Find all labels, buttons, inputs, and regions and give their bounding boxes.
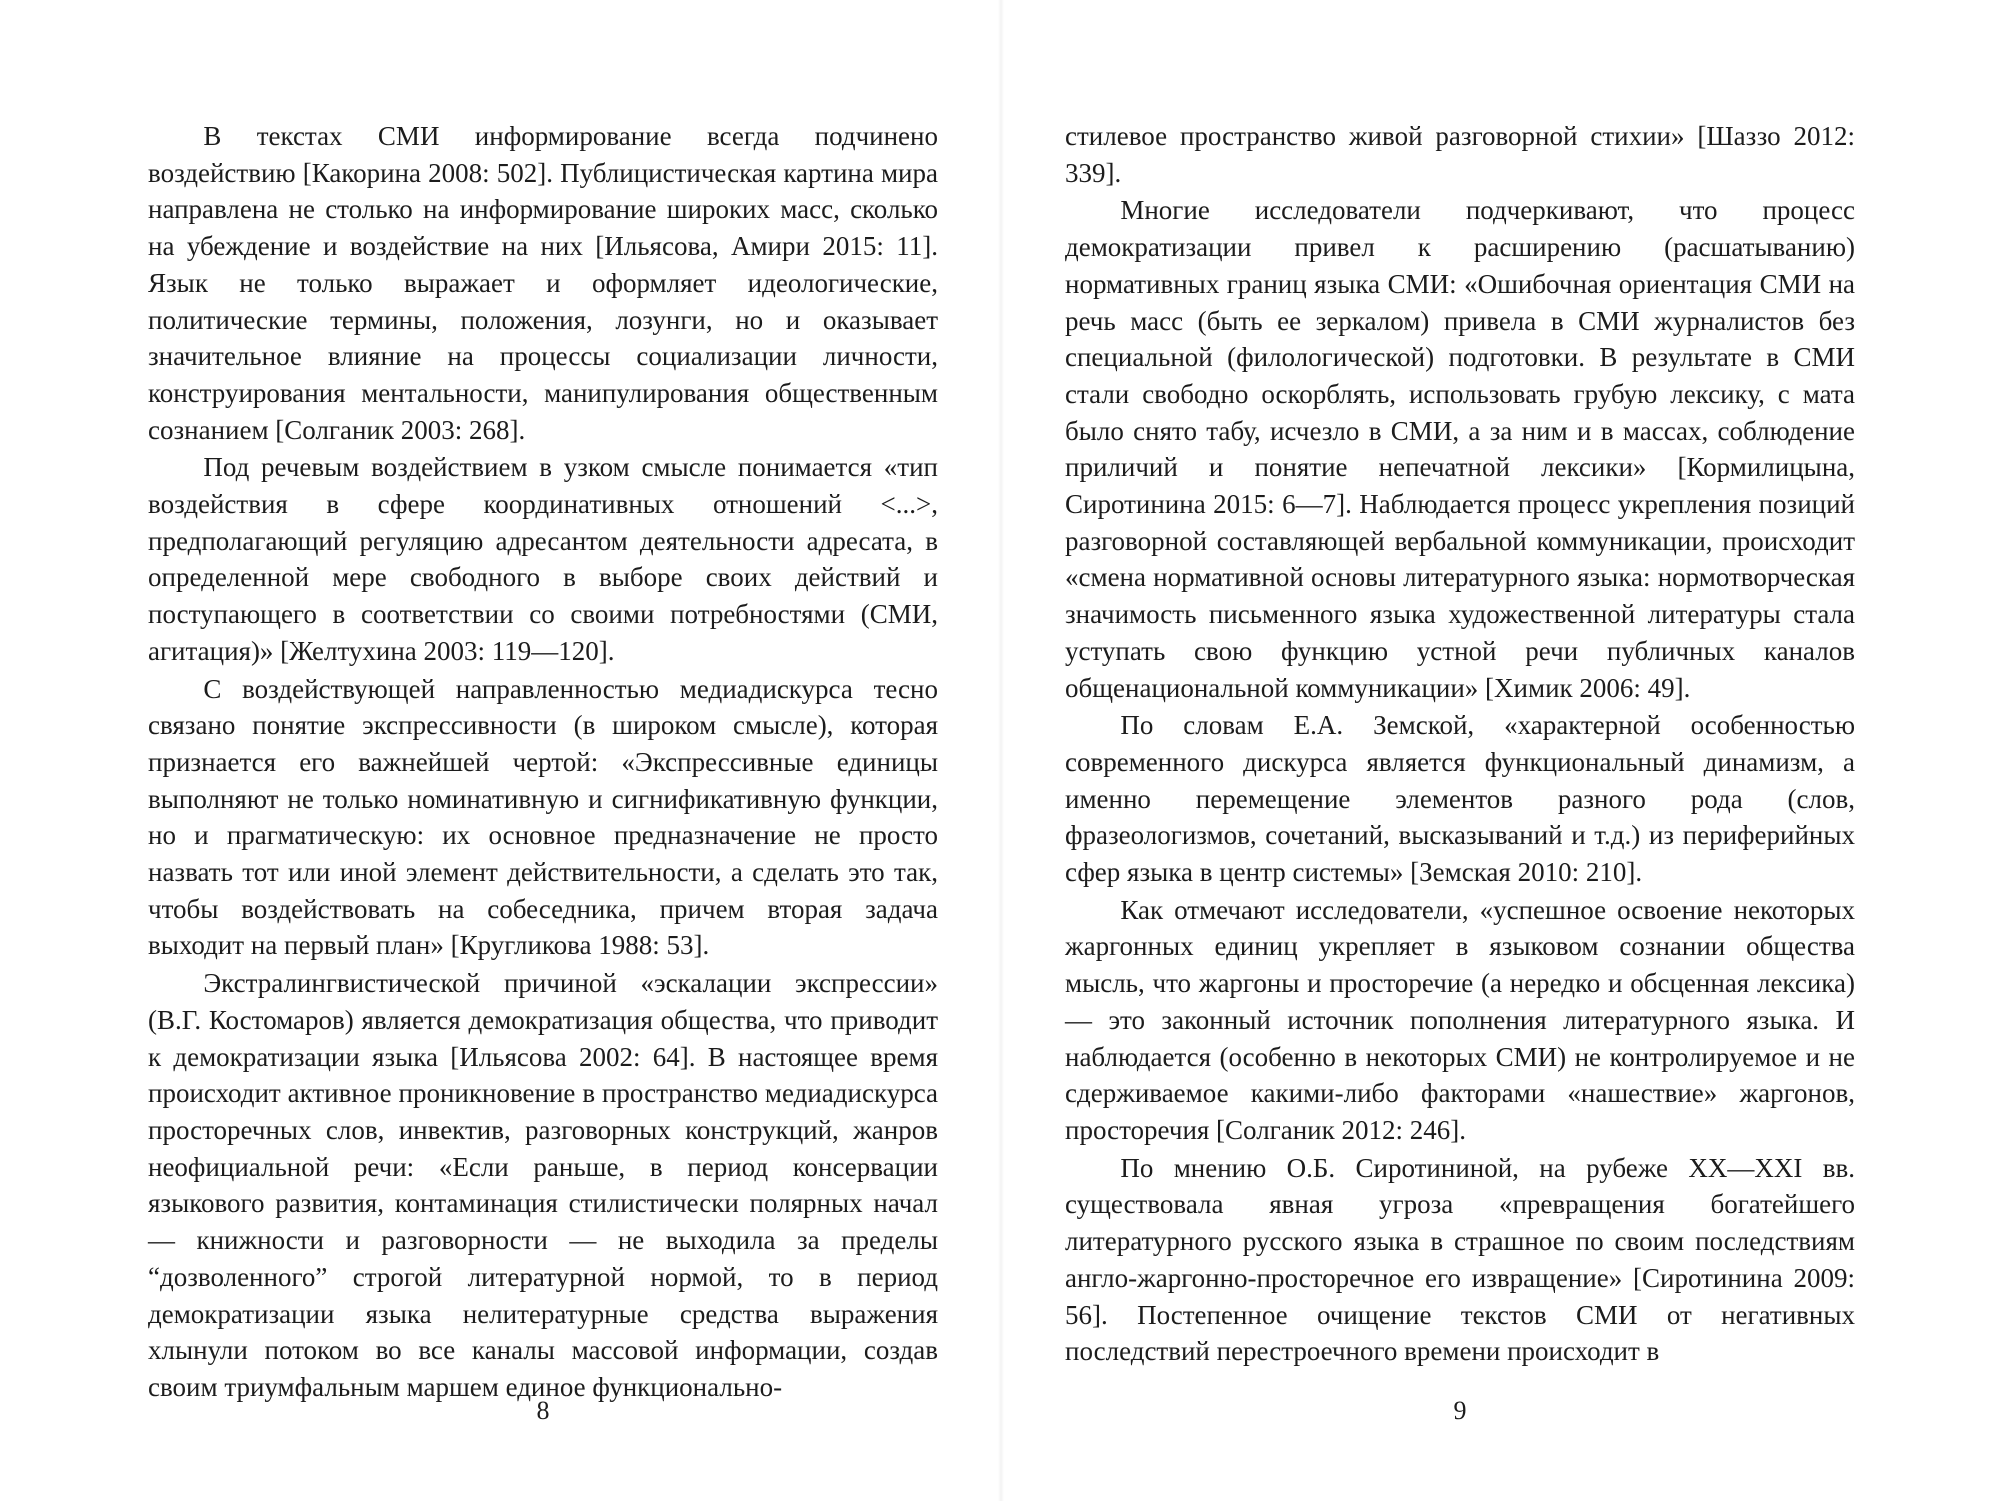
left-paragraph-4: Экстралингвистической причиной «эскалации экспрессии» (В.Г. Костомаров) является демократизация общества, что приводит к демократизации языка [Ильясова 2002: 64]. В настоящее время происходит активное проникновение в пространство медиадискурса просторечных слов, инвектив, разговорных конструкций, жанров неофициальной речи: «Если раньше, в период консервации языкового развития, контаминация стилистически полярных начал — книжности и разговорности — не выходила за пределы “дозволенного” строгой литературной нормой, то в период демократизации языка нелитературные средства выражения хлынули потоком во все каналы массовой информации, создав своим триумфальным маршем единое функционально- bbox=[148, 968, 938, 1402]
right-page-body bbox=[1065, 118, 1855, 1373]
left-page-body bbox=[148, 118, 938, 1402]
left-paragraph-3: С воздействующей направленностью медиадискурса тесно связано понятие экспрессивности (в широком смысле), которая признается его важнейшей чертой: «Экспрессивные единицы выполняют не только номинативную и сигнификативную функции, но и прагматическую: их основное предназначение не просто назвать тот или иной элемент действительности, а сделать это так, чтобы воздействовать на собеседника, причем вторая задача выходит на первый план» [Кругликова 1988: 53]. bbox=[148, 673, 938, 961]
left-paragraph-1: В текстах СМИ информирование всегда подчинено воздействию [Какорина 2008: 502]. Публицистическая картина мира направлена не столько на информирование широких масс, сколько на убеждение и воздействие на них [Ильясова, Амири 2015: 11]. Язык не только выражает и оформляет идеологические, политические термины, положения, лозунги, но и оказывает значительное влияние на процессы социализации личности, конструирования ментальности, манипулирования общественным сознанием [Солганик 2003: 268]. bbox=[148, 121, 938, 445]
right-page-number: 9 bbox=[1453, 1396, 1467, 1425]
left-page-number: 8 bbox=[536, 1396, 550, 1425]
right-paragraph-5: По мнению О.Б. Сиротининой, на рубеже XX—XXI вв. существовала явная угроза «превращения богатейшего литературного русского языка в страшное по своим последствиям англо-жаргонно-просторечное его извращение» [Сиротинина 2009: 56]. Постепенное очищение текстов СМИ от негативных последствий перестроечного времени происходит в bbox=[1065, 1152, 1855, 1367]
right-paragraph-3: По словам Е.А. Земской, «характерной особенностью современного дискурса является функциональный динамизм, а именно перемещение элементов разного рода (слов, фразеологизмов, сочетаний, высказываний и т.д.) из периферийных сфер языка в центр системы» [Земская 2010: 210]. bbox=[1065, 710, 1855, 888]
left-page bbox=[148, 118, 938, 1425]
right-paragraph-4: Как отмечают исследователи, «успешное освоение некоторых жаргонных единиц укрепляет в языковом сознании общества мысль, что жаргоны и просторечие (а нередко и обсценная лексика) — это законный источник пополнения литературного языка. И наблюдается (особенно в некоторых СМИ) не контролируемое и не сдерживаемое какими-либо факторами «нашествие» жаргонов, просторечия [Солганик 2012: 246]. bbox=[1065, 894, 1855, 1145]
right-paragraph-1: стилевое пространство живой разговорной стихии» [Шаззо 2012: 339]. bbox=[1065, 121, 1855, 188]
left-paragraph-2: Под речевым воздействием в узком смысле понимается «тип воздействия в сфере координативных отношений <...>, предполагающий регуляцию адресантом деятельности адресата, в определенной мере свободного в выборе своих действий и поступающего в соответствии со своими потребностями (СМИ, агитация)» [Желтухина 2003: 119—120]. bbox=[148, 452, 938, 666]
book-gutter bbox=[998, 0, 1004, 1501]
right-page bbox=[1065, 118, 1855, 1425]
right-paragraph-2: Многие исследователи подчеркивают, что процесс демократизации привел к расширению (расшатыванию) нормативных границ языка СМИ: «Ошибочная ориентация СМИ на речь масс (быть ее зеркалом) привела в СМИ журналистов без специальной (филологической) подготовки. В результате в СМИ стали свободно оскорблять, использовать грубую лексику, с мата было снято табу, исчезло в СМИ, а за ним и в массах, соблюдение приличий и понятие непечатной лексики» [Кормилицына, Сиротинина 2015: 6—7]. Наблюдается процесс укрепления позиций разговорной составляющей вербальной коммуникации, происходит «смена нормативной основы литературного языка: нормотворческая значимость письменного языка художественной литературы стала уступать свою функцию устной речи публичных каналов общенациональной коммуникации» [Химик 2006: 49]. bbox=[1065, 195, 1855, 703]
